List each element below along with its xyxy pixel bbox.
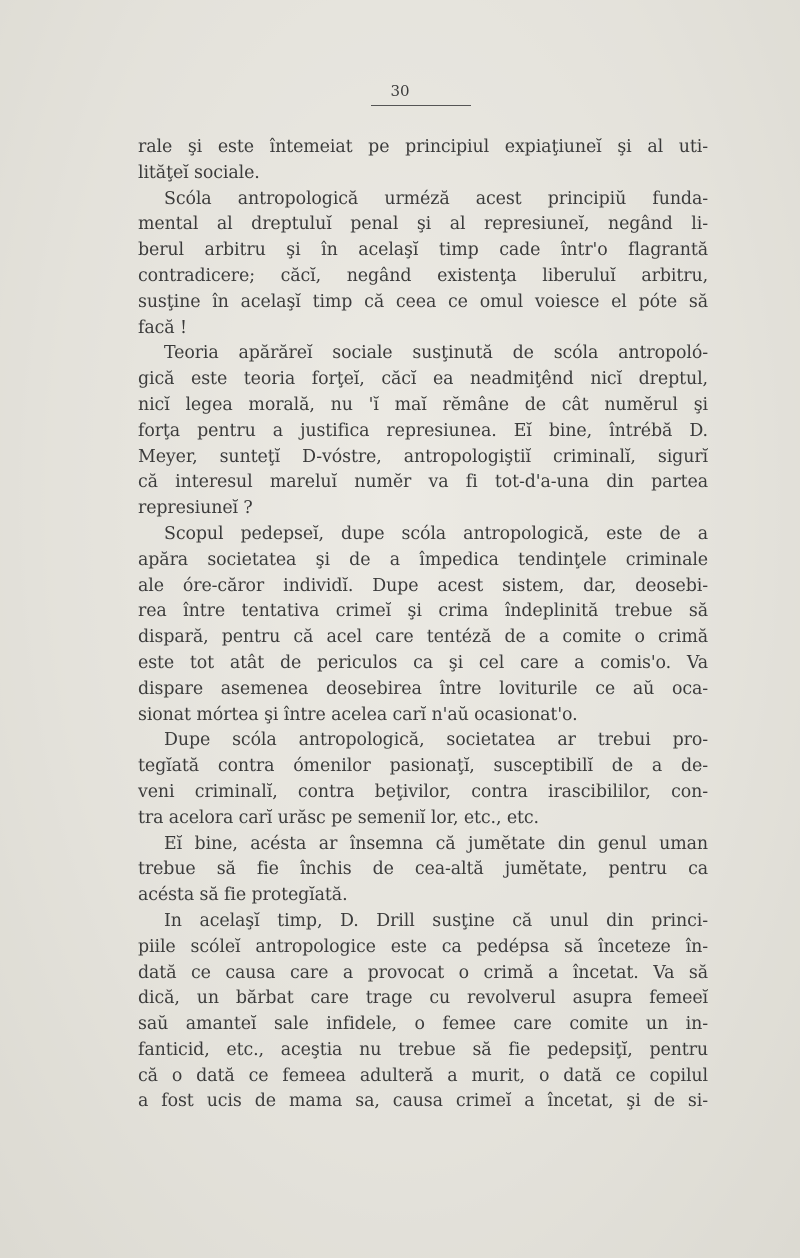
text-line: tra acelora carĭ urăsc pe semeniĭ lor, etc., etc. <box>138 807 539 828</box>
text-line: apăra societatea şi de a împedica tendinţele criminale <box>138 549 708 570</box>
text-line: Eĭ bine, acésta ar însemna că jumĕtate din genul uman <box>164 833 708 854</box>
text-line: Meyer, sunteţĭ D-vóstre, antropologiştiĭ criminalĭ, sigurĭ <box>138 446 708 467</box>
text-line: represiuneĭ ? <box>138 498 253 519</box>
text-line: mental al dreptuluĭ penal şi al represiuneĭ, negând li- <box>138 214 708 235</box>
text-line: că o dată ce femeea adulteră a murit, o dată ce copilul <box>138 1065 708 1086</box>
text-line: ale óre-căror individĭ. Dupe acest sistem, dar, deosebi- <box>138 575 708 596</box>
text-line: dispară, pentru că acel care tentéză de a comite o crimă <box>138 627 708 648</box>
text-line: gică este teoria forţeĭ, căcĭ ea neadmiţênd nicĭ dreptul, <box>138 369 708 390</box>
header-rule <box>371 105 471 106</box>
text-line: Scopul pedepseĭ, dupe scóla antropologică, este de a <box>164 523 708 544</box>
text-line: este tot atât de periculos ca şi cel care a comis'o. Va <box>138 652 708 673</box>
text-line: fanticid, etc., aceştia nu trebue să fie pedepsiţĭ, pentru <box>138 1039 708 1060</box>
text-line: veni criminalĭ, contra beţivilor, contra irascibililor, con- <box>138 781 708 802</box>
text-line: forţa pentru a justifica represiunea. Eĭ bine, întrébă D. <box>138 420 708 441</box>
text-line: rea între tentativa crimeĭ şi crima îndeplinită trebue să <box>138 601 708 622</box>
text-line: dată ce causa care a provocat o crimă a încetat. Va să <box>138 962 708 983</box>
page-number: 30 <box>390 82 410 100</box>
text-line: tegĭată contra ómenilor pasionaţĭ, susceptibilĭ de a de- <box>138 756 708 777</box>
text-line: saŭ amanteĭ sale infidele, o femee care comite un in- <box>138 1014 708 1035</box>
text-line: contradicere; căcĭ, negând existenţa liberuluĭ arbitru, <box>138 265 708 286</box>
text-line: sionat mórtea şi între acelea carĭ n'aŭ ocasionat'o. <box>138 704 578 725</box>
text-line: trebue să fie închis de cea-altă jumĕtate, pentru ca <box>138 859 708 880</box>
text-line: berul arbitru şi în acelaşĭ timp cade într'o flagrantă <box>138 240 708 261</box>
text-line: rale şi este întemeiat pe principiul expiaţiuneĭ şi al uti- <box>138 137 708 157</box>
text-line: dispare asemenea deosebirea între loviturile ce aŭ oca- <box>138 678 708 699</box>
text-line: a fost ucis de mama sa, causa crimeĭ a încetat, şi de si- <box>138 1091 708 1112</box>
text-line: Dupe scóla antropologică, societatea ar trebui pro- <box>164 730 708 751</box>
text-line: că interesul mareluĭ numĕr va fi tot-d'a-una din partea <box>138 472 708 493</box>
text-line: Teoria apărăreĭ sociale susţinută de scóla antropoló- <box>164 343 708 364</box>
text-line: susţine în acelaşĭ timp că ceea ce omul voiesce el póte să <box>138 291 708 312</box>
text-line: In acelaşĭ timp, D. Drill susţine că unul din princi- <box>164 910 708 931</box>
text-line: nicĭ legea morală, nu 'ĭ maĭ rĕmâne de cât numĕrul şi <box>138 394 708 415</box>
body-text <box>138 135 708 1115</box>
text-line: dică, un bărbat care trage cu revolverul asupra femeeĭ <box>138 988 708 1009</box>
text-line: piile scóleĭ antropologice este ca pedépsa să înceteze în- <box>138 936 708 957</box>
text-line: lităţeĭ sociale. <box>138 162 260 183</box>
text-line: acésta să fie protegĭată. <box>138 885 348 906</box>
text-line: Scóla antropologică urméză acest principiŭ funda- <box>164 188 708 209</box>
text-line: facă ! <box>138 317 187 338</box>
